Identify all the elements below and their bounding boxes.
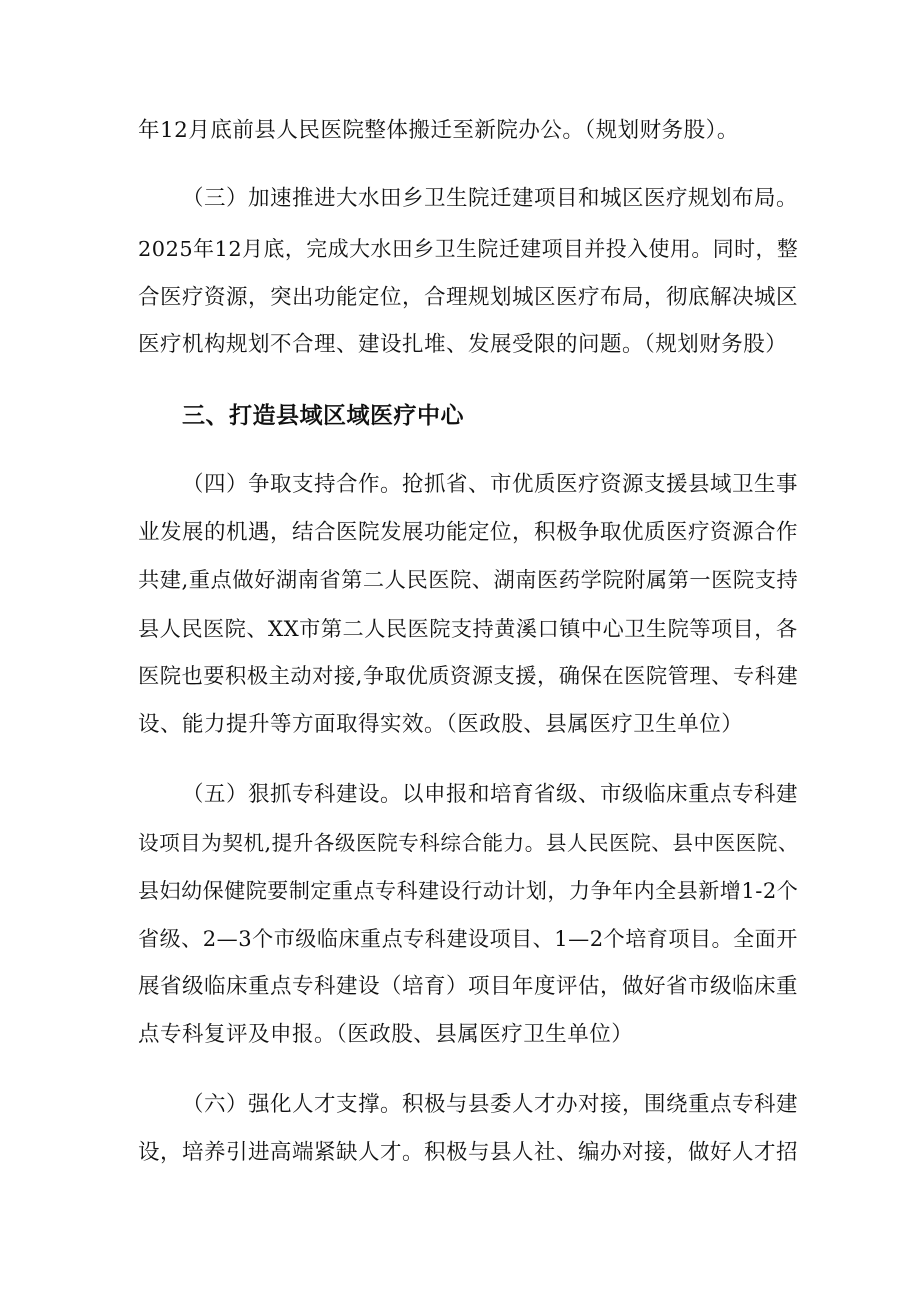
paragraph-3-line-4: 医疗机构规划不合理、建设扎堆、发展受限的问题。（规划财务股） [138, 332, 788, 357]
paragraph-4-line-4: 县人民医院、XX市第二人民医院支持黄溪口镇中心卫生院等项目，各 [138, 616, 798, 641]
paragraph-5-line-1: （五）狠抓专科建设。以申报和培育省级、市级临床重点专科建 [182, 782, 799, 807]
paragraph-3-line-2: 2025年12月底，完成大水田乡卫生院迁建项目并投入使用。同时，整 [138, 237, 799, 261]
paragraph-3-line-1: （三）加速推进大水田乡卫生院迁建项目和城区医疗规划布局。 [182, 186, 799, 211]
paragraph-5-line-3: 县妇幼保健院要制定重点专科建设行动计划，力争年内全县新增1-2个 [138, 878, 799, 903]
paragraph-4-line-5: 医院也要积极主动对接,争取优质资源支援，确保在医院管理、专科建 [138, 664, 799, 689]
paragraph-4-line-3: 共建,重点做好湖南省第二人民医院、湖南医药学院附属第一医院支持 [138, 568, 799, 593]
section-heading: 三、打造县域区域医疗中心 [182, 403, 464, 429]
paragraph-5-line-6: 点专科复评及申报。（医政股、县属医疗卫生单位） [138, 1022, 634, 1047]
paragraph-6-line-2: 设，培养引进高端紧缺人才。积极与县人社、编办对接，做好人才招 [138, 1140, 799, 1165]
paragraph-5-line-2: 设项目为契机,提升各级医院专科综合能力。县人民医院、县中医医院、 [138, 831, 799, 855]
paragraph-5-line-4: 省级、2—3个市级临床重点专科建设项目、1—2个培育项目。全面开 [138, 926, 798, 951]
paragraph-5-line-5: 展省级临床重点专科建设（培育）项目年度评估，做好省市级临床重 [138, 974, 799, 999]
paragraph-4-line-1: （四）争取支持合作。抢抓省、市优质医疗资源支援县域卫生事 [182, 472, 799, 497]
paragraph-3-line-3: 合医疗资源，突出功能定位，合理规划城区医疗布局，彻底解决城区 [138, 285, 799, 310]
paragraph-continuation-line-1: 年12月底前县人民医院整体搬迁至新院办公。（规划财务股）。 [138, 118, 739, 143]
paragraph-4-line-2: 业发展的机遇，结合医院发展功能定位，积极争取优质医疗资源合作 [138, 520, 799, 545]
paragraph-4-line-6: 设、能力提升等方面取得实效。（医政股、县属医疗卫生单位） [138, 712, 744, 737]
paragraph-6-line-1: （六）强化人才支撑。积极与县委人才办对接，围绕重点专科建 [182, 1092, 799, 1117]
